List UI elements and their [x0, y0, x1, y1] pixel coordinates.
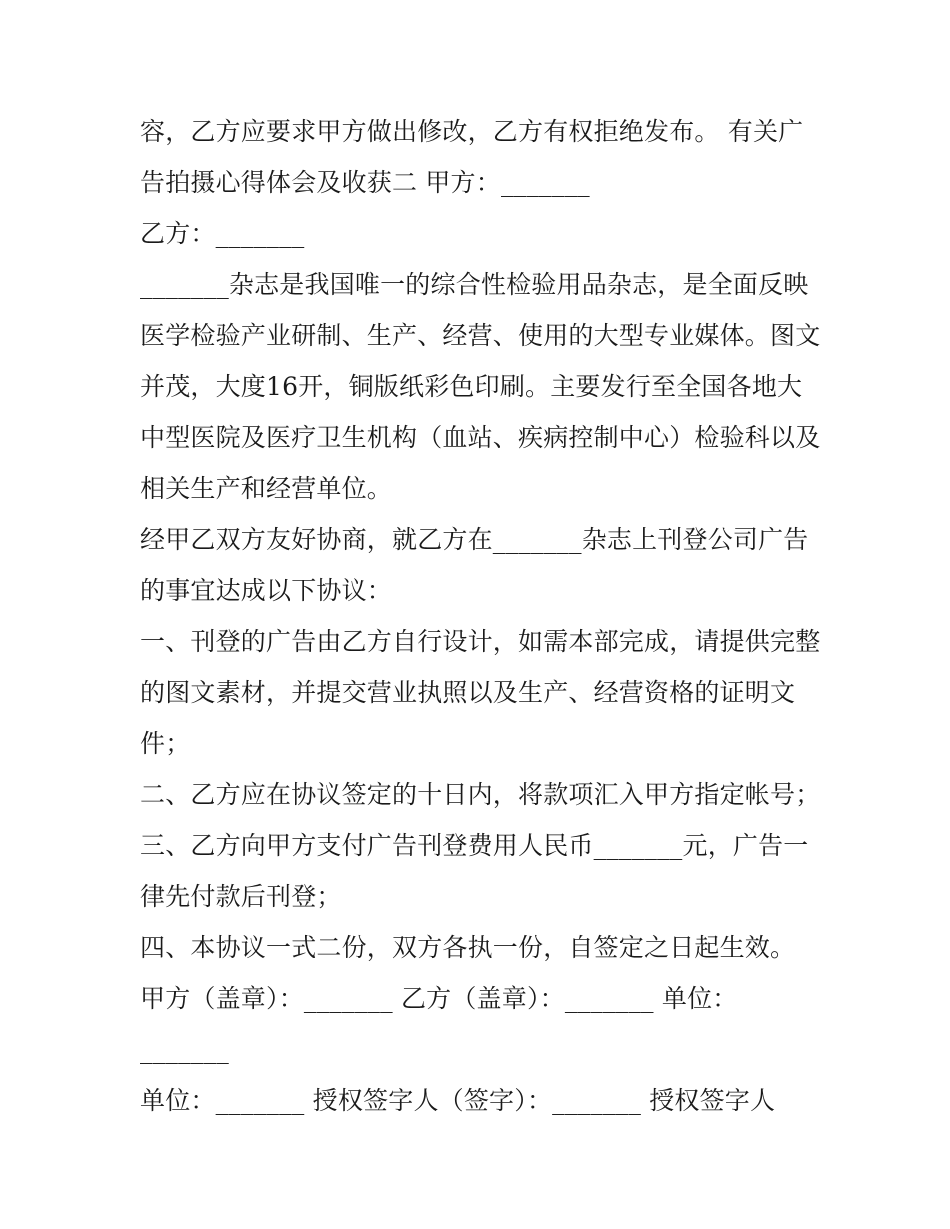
text-line: 中型医院及医疗卫生机构（血站、疾病控制中心）检验科以及: [140, 423, 821, 452]
text-line: 二、乙方应在协议签定的十日内，将款项汇入甲方指定帐号；: [140, 780, 821, 809]
text-line: 容，乙方应要求甲方做出修改，乙方有权拒绝发布。 有关广: [140, 117, 804, 146]
text-line: 四、本协议一式二份，双方各执一份，自签定之日起生效。: [140, 933, 796, 962]
document-body: [140, 106, 820, 1126]
text-line: 经甲乙双方友好协商，就乙方在_______杂志上刊登公司广告: [140, 525, 809, 554]
text-line: 乙方：_______: [140, 219, 305, 248]
text-line: 律先付款后刊登；: [140, 882, 342, 911]
text-line: 件；: [140, 729, 191, 758]
text-line: _______: [140, 1035, 229, 1064]
text-line: 一、刊登的广告由乙方自行设计，如需本部完成，请提供完整: [140, 627, 821, 656]
text-line: 的图文素材，并提交营业执照以及生产、经营资格的证明文: [140, 678, 796, 707]
text-line: _______杂志是我国唯一的综合性检验用品杂志，是全面反映: [140, 270, 809, 299]
text-line: 医学检验产业研制、生产、经营、使用的大型专业媒体。图文: [140, 321, 821, 350]
text-line: 三、乙方向甲方支付广告刊登费用人民币_______元，广告一: [140, 831, 809, 860]
text-line: 告拍摄心得体会及收获二 甲方：_______: [140, 168, 590, 197]
text-line: 并茂，大度16开，铜版纸彩色印刷。主要发行至全国各地大: [140, 372, 803, 401]
text-line: 相关生产和经营单位。: [140, 474, 393, 503]
text-line: 的事宜达成以下协议：: [140, 576, 393, 605]
text-line: 单位：_______ 授权签字人（签字）：_______ 授权签字人: [140, 1086, 776, 1115]
text-line: 甲方（盖章）：_______ 乙方（盖章）：_______ 单位：: [140, 984, 738, 1013]
